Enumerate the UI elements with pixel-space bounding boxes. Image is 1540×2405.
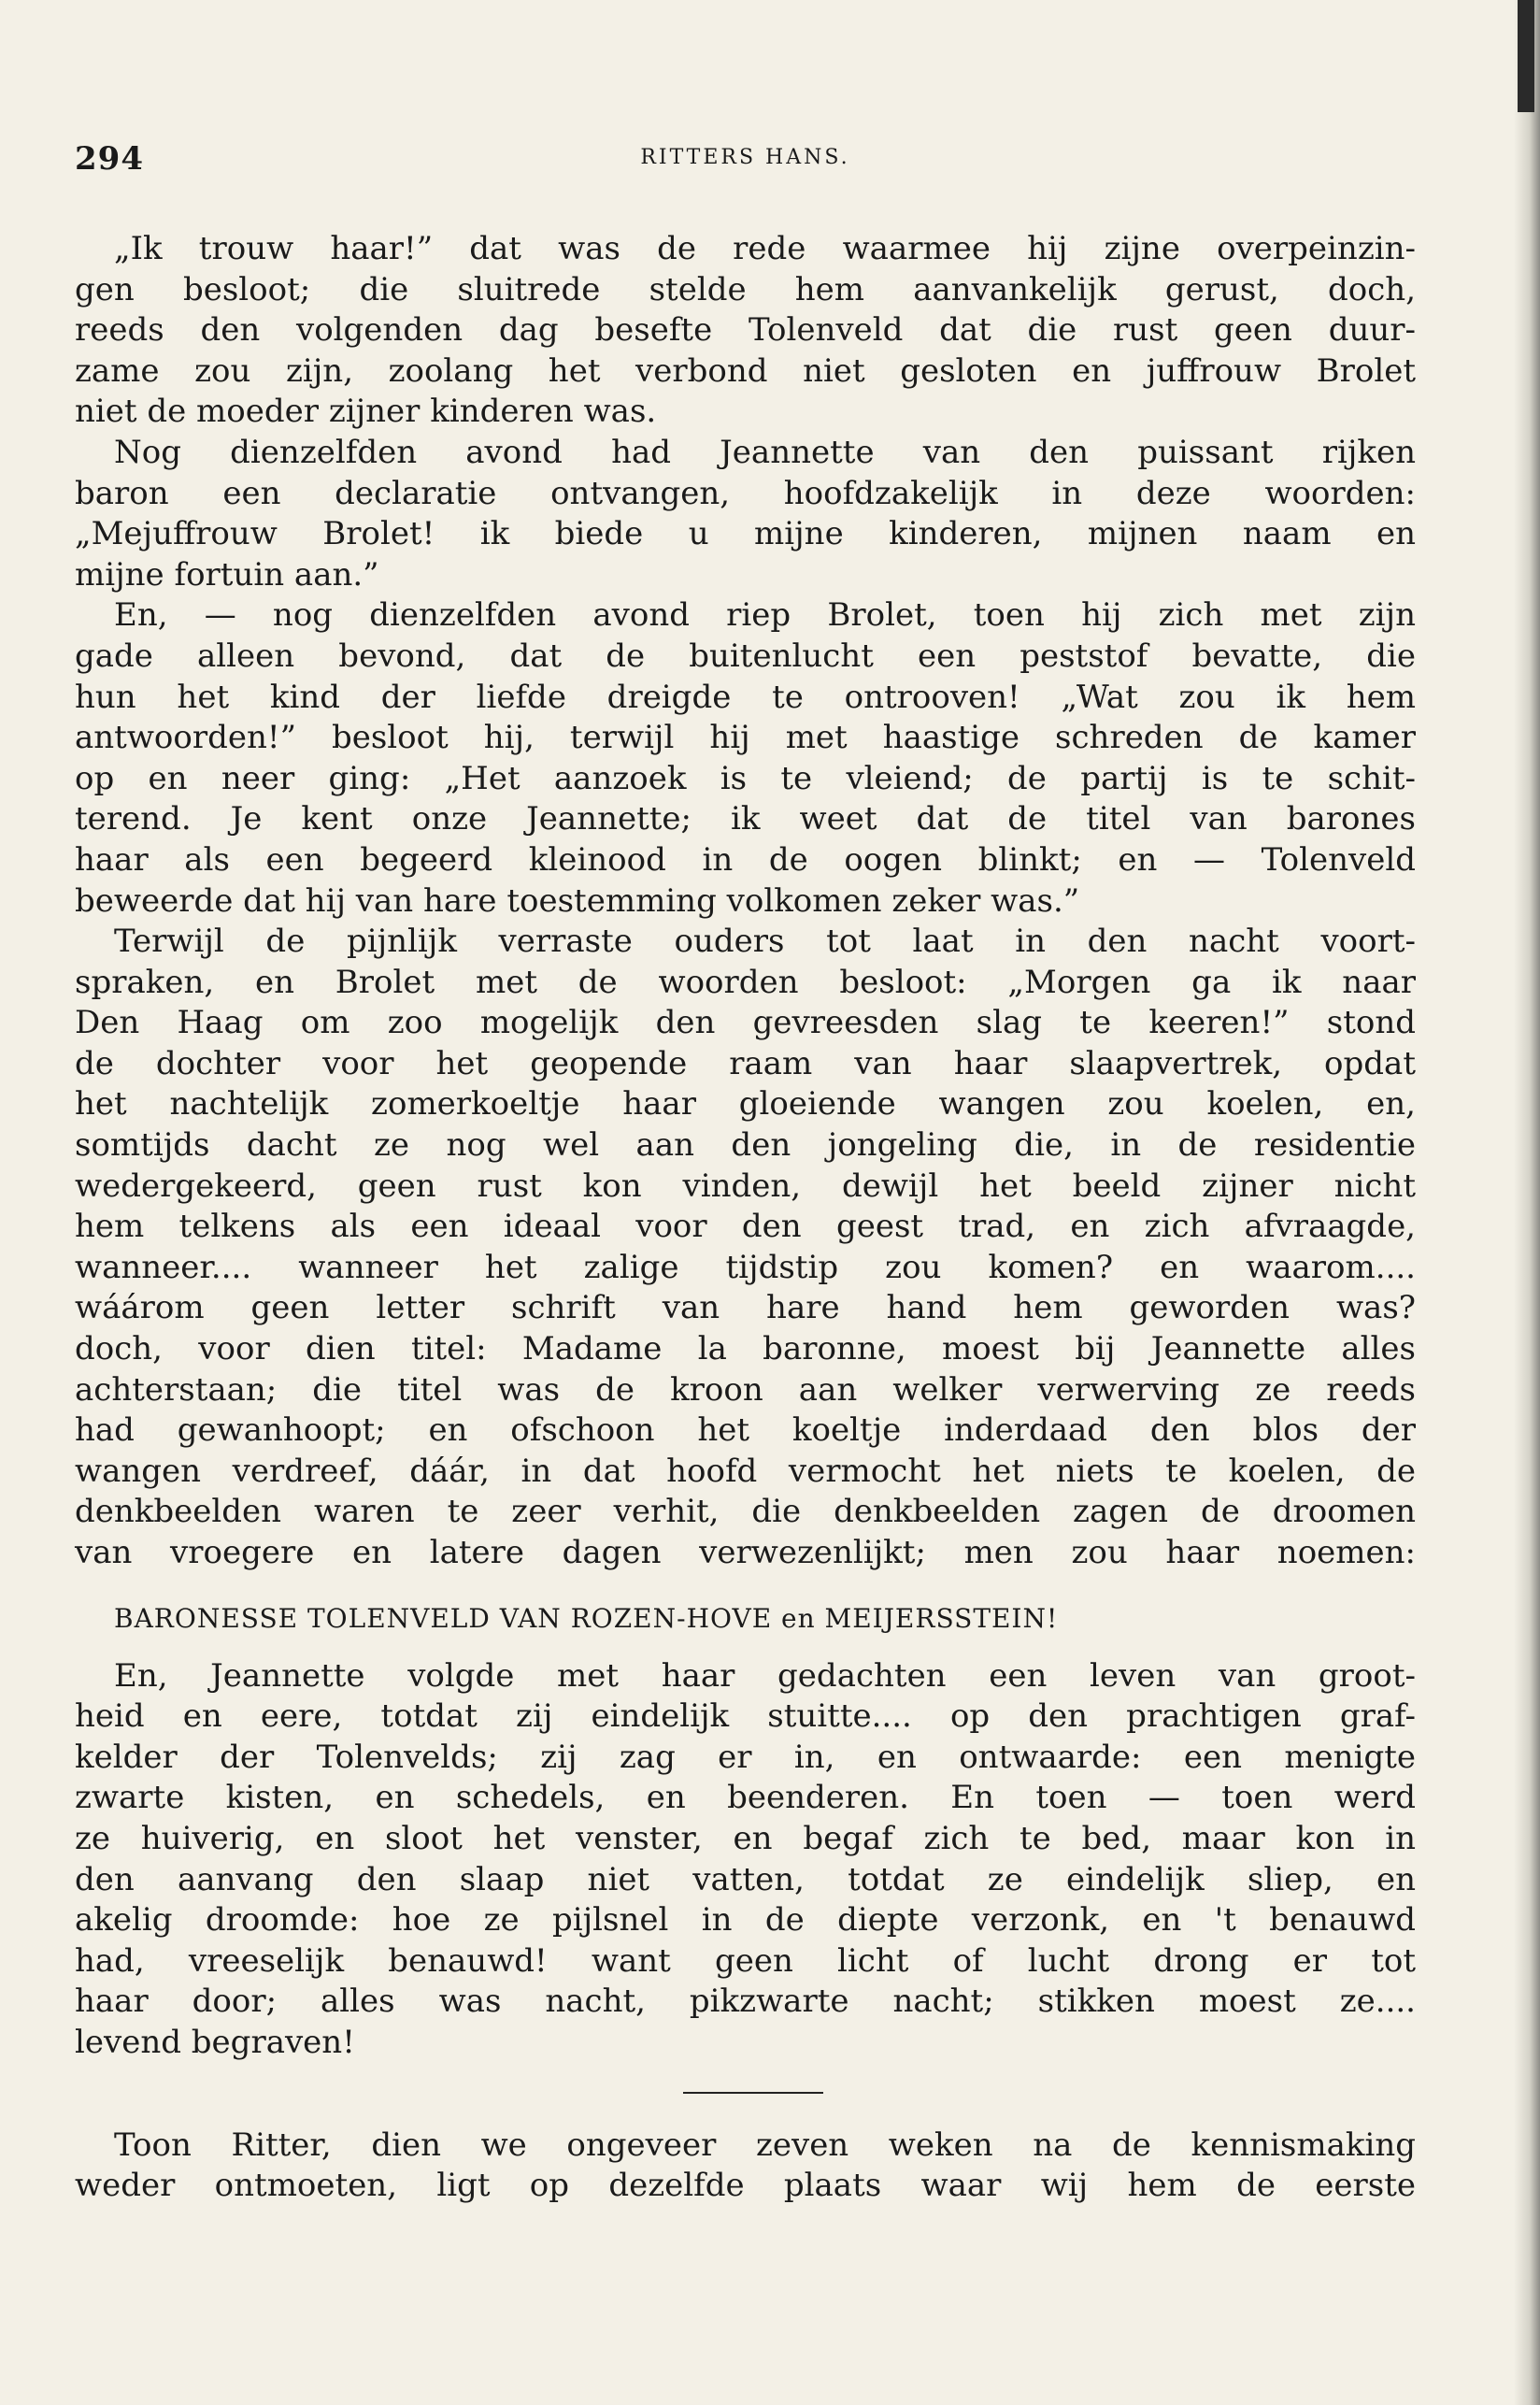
text-line: hun het kind der liefde dreigde te ontrooven! „Wat zou ik hem — [75, 678, 1416, 716]
text-line: wáárom geen letter schrift van hare hand hem geworden was? — [75, 1289, 1416, 1327]
text-line: Nog dienzelfden avond had Jeannette van den puissant rijken — [114, 433, 1416, 471]
paragraph-3 — [75, 595, 1416, 922]
text-line: niet de moeder zijner kinderen was. — [75, 393, 657, 431]
text-line: spraken, en Brolet met de woorden besloot: „Morgen ga ik naar — [75, 963, 1416, 1001]
text-line: zame zou zijn, zoolang het verbond niet gesloten en juffrouw Brolet — [75, 351, 1416, 390]
text-line: mijne fortuin aan.” — [75, 555, 379, 594]
text-line: heid en eere, totdat zij eindelijk stuitte.... op den prachtigen graf- — [75, 1697, 1416, 1736]
page-number: 294 — [75, 140, 144, 178]
text-line: had gewanhoopt; en ofschoon het koeltje inderdaad den blos der — [75, 1411, 1416, 1450]
text-line: het nachtelijk zomerkoeltje haar gloeiende wangen zou koelen, en, — [75, 1085, 1416, 1124]
text-line: wanneer.... wanneer het zalige tijdstip zou komen? en waarom.... — [75, 1248, 1416, 1286]
text-line: En, Jeannette volgde met haar gedachten een leven van groot- — [114, 1656, 1416, 1695]
binding-mark — [1518, 0, 1534, 112]
text-line: op en neer ging: „Het aanzoek is te vleiend; de partij is te schit- — [75, 759, 1416, 797]
text-line: zwarte kisten, en schedels, en beenderen. En toen — toen werd — [75, 1779, 1416, 1817]
page-edge-shadow — [1514, 0, 1540, 2405]
text-line: beweerde dat hij van hare toestemming volkomen zeker was.” — [75, 881, 1080, 920]
text-line: haar door; alles was nacht, pikzwarte nacht; stikken moest ze.... — [75, 1983, 1416, 2021]
text-line: wedergekeerd, geen rust kon vinden, dewijl het beeld zijner nicht — [75, 1167, 1416, 1205]
text-line: achterstaan; die titel was de kroon aan welker verwerving ze reeds — [75, 1370, 1416, 1409]
text-line: had, vreeselijk benauwd! want geen licht of lucht drong er tot — [75, 1941, 1416, 1980]
text-line: denkbeelden waren te zeer verhit, die denkbeelden zagen de droomen — [75, 1493, 1416, 1531]
text-line: levend begraven! — [75, 2023, 355, 2061]
text-block — [75, 229, 1416, 2207]
text-line: gade alleen bevond, dat de buitenlucht een peststof bevatte, die — [75, 637, 1416, 675]
text-line: van vroegere en latere dagen verwezenlijkt; men zou haar noemen: — [75, 1534, 1416, 1571]
text-line: terend. Je kent onze Jeannette; ik weet dat de titel van barones — [75, 800, 1416, 838]
book-title: RITTERS HANS. — [640, 146, 850, 169]
paragraph-2 — [75, 433, 1416, 595]
section-divider — [683, 2092, 823, 2094]
running-head — [75, 140, 1416, 178]
text-line: hem telkens als een ideaal voor den geest trad, en zich afvraagde, — [75, 1208, 1416, 1246]
text-line: antwoorden!” besloot hij, terwijl hij met haastige schreden de kamer — [75, 719, 1416, 757]
section-heading: BARONESSE TOLENVELD VAN ROZEN-HOVE en MEIJERSSTEIN! — [114, 1602, 1059, 1634]
text-line: Den Haag om zoo mogelijk den gevreesden slag te keeren!” stond — [75, 1004, 1416, 1042]
text-line: gen besloot; die sluitrede stelde hem aanvankelijk gerust, doch, — [75, 270, 1416, 308]
text-line: baron een declaratie ontvangen, hoofdzakelijk in deze woorden: — [75, 474, 1416, 512]
text-line: wangen verdreef, dáár, in dat hoofd vermocht het niets te koelen, de — [75, 1452, 1416, 1490]
text-line: „Mejuffrouw Brolet! ik biede u mijne kinderen, mijnen naam en — [75, 515, 1416, 553]
text-line: weder ontmoeten, ligt op dezelfde plaats waar wij hem de eerste — [75, 2167, 1416, 2205]
paragraph-6 — [75, 2126, 1416, 2207]
text-line: Toon Ritter, dien we ongeveer zeven weken na de kennismaking — [114, 2126, 1416, 2164]
paragraph-5 — [75, 1656, 1416, 2064]
text-line: akelig droomde: hoe ze pijlsnel in de diepte verzonk, en 't benauwd — [75, 1901, 1416, 1940]
text-line: Terwijl de pijnlijk verraste ouders tot laat in den nacht voort- — [114, 923, 1416, 961]
text-line: haar als een begeerd kleinood in de oogen blinkt; en — Tolenveld — [75, 840, 1416, 879]
text-line: den aanvang den slaap niet vatten, totdat ze eindelijk sliep, en — [75, 1860, 1416, 1898]
text-line: de dochter voor het geopende raam van haar slaapvertrek, opdat — [75, 1044, 1416, 1082]
paragraph-4 — [75, 922, 1416, 1574]
text-line: reeds den volgenden dag besefte Tolenveld dat die rust geen duur- — [75, 311, 1416, 350]
text-line: somtijds dacht ze nog wel aan den jongeling die, in de residentie — [75, 1126, 1416, 1165]
text-line: „Ik trouw haar!” dat was de rede waarmee hij zijne overpeinzin- — [114, 230, 1416, 267]
paragraph-1 — [75, 229, 1416, 433]
text-line: doch, voor dien titel: Madame la baronne, moest bij Jeannette alles — [75, 1330, 1416, 1368]
text-line: ze huiverig, en sloot het venster, en begaf zich te bed, maar kon in — [75, 1819, 1416, 1857]
text-line: kelder der Tolenvelds; zij zag er in, en ontwaarde: een menigte — [75, 1738, 1416, 1776]
text-line: En, — nog dienzelfden avond riep Brolet, toen hij zich met zijn — [114, 596, 1416, 635]
